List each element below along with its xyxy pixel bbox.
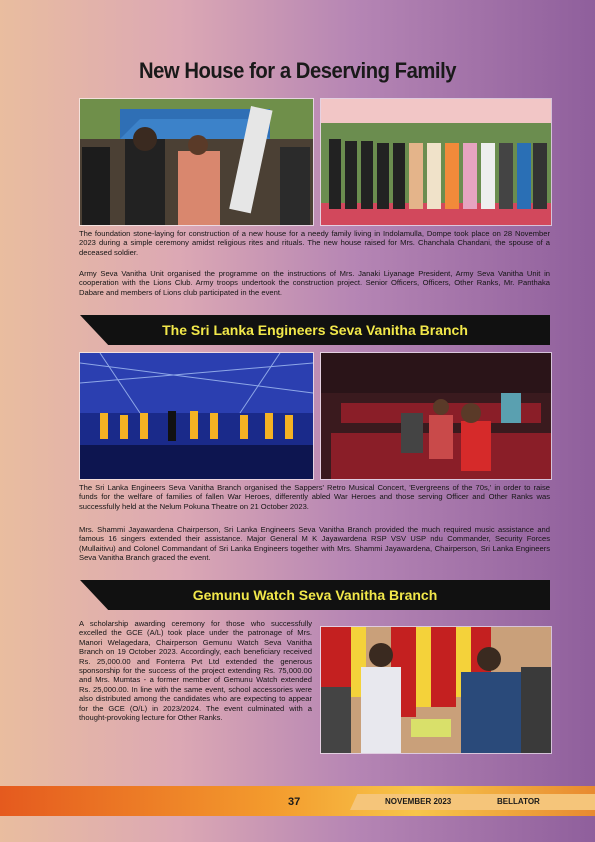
issue-date: NOVEMBER 2023 bbox=[385, 797, 452, 806]
photo-stone-laying bbox=[79, 98, 314, 226]
page-number: 37 bbox=[288, 796, 301, 808]
photo-concert-stage bbox=[79, 352, 314, 480]
photo-group bbox=[320, 98, 552, 226]
photo-scholarship bbox=[320, 626, 552, 754]
section-heading-engineers: The Sri Lanka Engineers Seva Vanitha Branch bbox=[162, 322, 468, 338]
article-paragraph-2: Army Seva Vanitha Unit organised the programme on the instructions of Mrs. Janaki Liyanage President, Army Seva Vanitha Unit in cooperation with the Lions Club. Army troops undertook the construction project. Senior Officers, Officers, Other Ranks, Mr. Panthaka Dabare and members of Lions club participated in the event. bbox=[79, 269, 550, 297]
engineers-paragraph-2: Mrs. Shammi Jayawardena Chairperson, Sri Lanka Engineers Seva Vanitha Branch provided the much required music assistance and famous 16 singers extended their assistance. Major General M K Jayawardena RSP VSV USP ndu Commander, Security Forces (Mullaitivu) and Colonel Commandant of Sri Lanka Engineers together with Mrs. Shammi Jayawardena, Chairperson, Sri Lanka Engineers Seva Vanitha Branch graced the event. bbox=[79, 525, 550, 563]
article-paragraph-1: The foundation stone-laying for construction of a new house for a needy family living in Indolamulla, Dompe took place on 28 November 2023 during a simple ceremony amidst religious rites and rituals. The new house raised for Mrs. Chanchala Chandani, the spouse of a deceased soldier. bbox=[79, 229, 550, 257]
photo-audience bbox=[320, 352, 552, 480]
page-title: New House for a Deserving Family bbox=[138, 58, 457, 83]
section-heading-gemunu: Gemunu Watch Seva Vanitha Branch bbox=[192, 587, 438, 603]
magazine-name: BELLATOR bbox=[497, 797, 540, 806]
engineers-paragraph-1: The Sri Lanka Engineers Seva Vanitha Branch organised the Sappers' Retro Musical Concert, 'Evergreens of the 70s,' in order to raise funds for the welfare of families of fallen War Heroes, differently abled War Heroes and those serving Officer and Other Ranks was successfully held at the Nelum Pokuna Theatre on 21 October 2023. bbox=[79, 483, 550, 511]
gemunu-paragraph: A scholarship awarding ceremony for those who successfully excelled the GCE (A/L) took place under the patronage of Mrs. Manori Welagedara, Chairperson Gemunu Watch Seva Vanitha Branch on 19 October 2023. Accordingly, each beneficiary received Rs. 25,000.00 and Fonterra Pvt Ltd extended the generous sponsorship for the success of the project extending Rs. 75,000.00 and Mrs. Mumtas - a former member of Gemunu Watch extended Rs. 25,000.00. In line with the same event, school accessories were also distributed among the candidates who are expecting to appear for the GCE (O/L) in 2023/2024. The event culminated with a thought-provoking lecture for Other Ranks. bbox=[79, 619, 312, 723]
